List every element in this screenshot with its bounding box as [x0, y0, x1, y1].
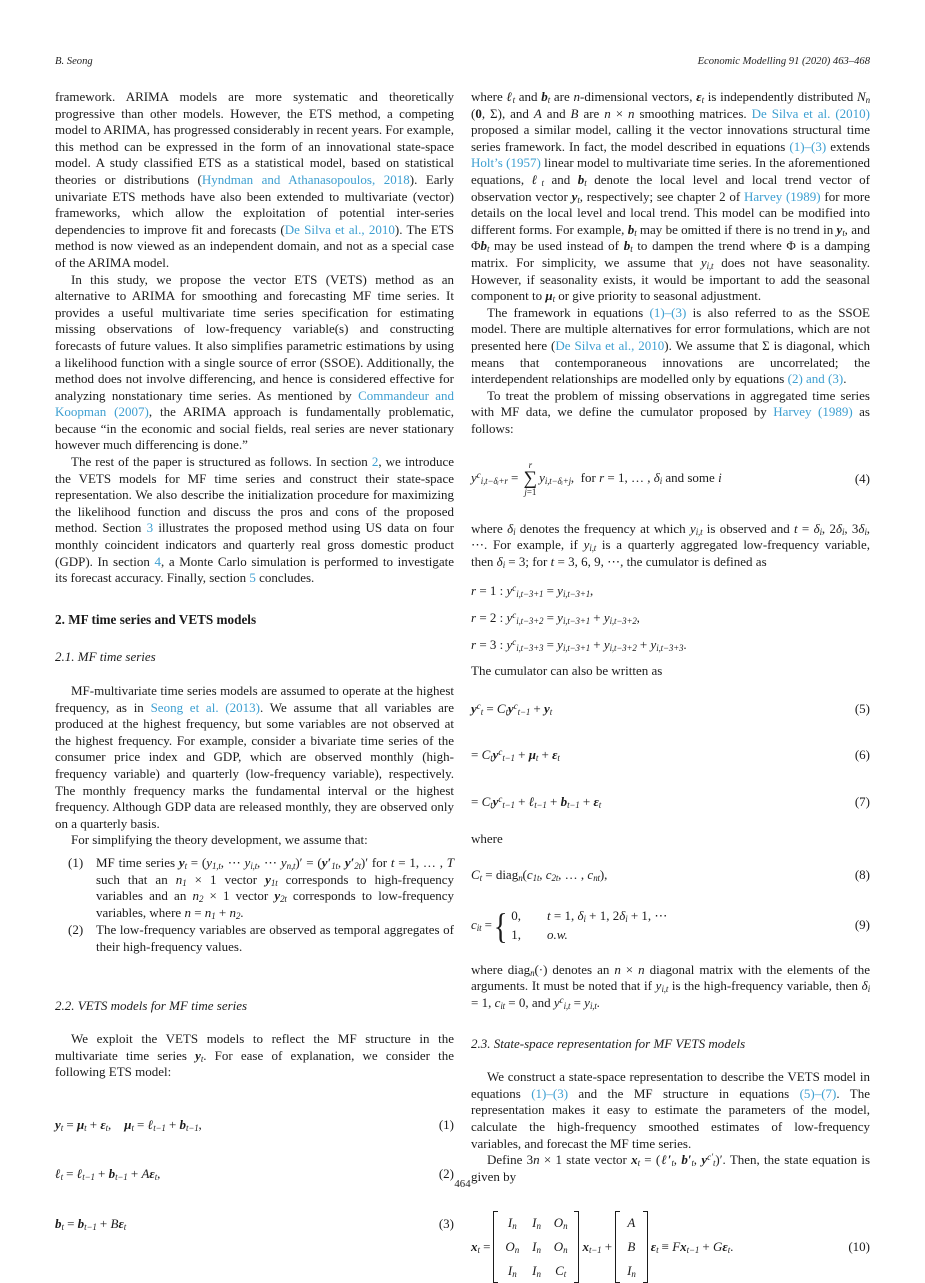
paragraph-delta-definition: where $\delta_i$ denotes the frequency at which $y_{i,t}$ is observed and $t = \delta_i$, $2\delta_i$, $3\delta_i$, ⋯. For example, if $y_{i,t}$ is a quarterly aggregated low-frequency variable, then $\delta_i = 3$; for t = 3, 6, 9, ⋯, the cumulator is defined as	[471, 520, 871, 570]
citation-link[interactable]: 5	[249, 570, 256, 586]
paragraph-where: where	[471, 830, 503, 846]
header-journal-citation: Economic Modelling 91 (2020) 463–468	[697, 56, 870, 67]
list-item-text: The low-frequency variables are observed as temporal aggregates of their high-frequency values.	[96, 922, 454, 954]
cases-expression	[471, 905, 668, 946]
list-item	[68, 922, 454, 955]
matrix-cell: $O_n$	[553, 1215, 568, 1232]
citation-link[interactable]: Harvey (1989)	[773, 404, 853, 420]
paragraph-state-space-intro: We construct a state-space representation to describe the VETS model in equations (1)–(3) and the MF structure in equations (5)–(7). The representation makes it easy to estimate the parameters of the model, calculate the high-frequency smoothed estimates of low-frequency variables, and forecast the MF time series.	[471, 1069, 870, 1151]
bracket-right	[643, 1211, 648, 1283]
cumulator-case-r3: r = 3 : $y^c_{i,t-3+3} = y_{i,t-3+1} + y_{i,t-3+2} + y_{i,t-3+3}$.	[471, 636, 687, 653]
cases-brace: {	[493, 905, 508, 946]
equation-9-lhs: $c_{it}$ =	[471, 917, 492, 934]
equation-4-rhs: $y_{i,t-\delta ᵢ+j}$, for r = 1, … , $\delta_i$ and some i	[539, 470, 722, 487]
equation-body: $y^c_t = C_ty^c_{t-1} + y_t$	[471, 700, 553, 717]
equation-number: (6)	[854, 747, 870, 763]
list-item-text: MF time series $y_t = (y_{1,t}$, ⋯ $y_{i,t}$, ⋯ $y_{n,t})' = (y'_{1t}$, $y'_{2t})'$ for t = 1, … , T such that an $n_1 \times 1$ vector $y_{1t}$ corresponds to high-frequency variables and an $n_2 \times 1$ vector $y_{2t}$ corresponds to low-frequency variables, where $n = n_1 + n_2$.	[96, 854, 455, 921]
left-column	[55, 89, 454, 1283]
section-2-2-heading: 2.2. VETS models for MF time series	[55, 997, 248, 1013]
page-number: 464	[454, 1178, 471, 1190]
equation-body	[471, 905, 847, 946]
header-author: B. Seong	[55, 56, 93, 67]
section-2-1-heading: 2.1. MF time series	[55, 649, 156, 665]
equation-9	[471, 905, 870, 946]
matrix-cell: $I_n$	[532, 1215, 541, 1232]
paragraph-paper-structure: The rest of the paper is structured as follows. In section 2, we introduce the VETS models for MF time series and construct their state-space representation. We also describe the initialization procedure for maximizing the likelihood function and discuss the pros and cons of the proposed method. Section 3 illustrates the proposed method using US data on four monthly coincident indicators and quarterly real gross domestic product (GDP). In section 4, a Monte Carlo simulation is performed to investigate its forecast accuracy. Finally, section 5 concludes.	[55, 454, 454, 586]
matrix-cell: A	[627, 1215, 636, 1231]
paragraph-cumulator-intro: To treat the problem of missing observations in aggregated time series with MF data, we define the cumulator proposed by Harvey (1989) as follows:	[471, 387, 870, 436]
paragraph-assumptions-intro: For simplifying the theory development, we assume that:	[71, 832, 368, 848]
section-2-heading: 2. MF time series and VETS models	[55, 611, 257, 627]
list-item	[68, 855, 454, 921]
matrix-cell: $I_n$	[507, 1215, 517, 1232]
assumption-list	[68, 855, 454, 956]
citation-link[interactable]: De Silva et al., 2010	[555, 337, 665, 353]
paragraph-study-proposal: In this study, we propose the vector ETS (VETS) method as an alternative to ARIMA for smoothing and forecasting MF time series. It provides a useful multivariate time series specification for estimating missing observations of low-frequency variable(s) and constructing forecasts of future values. It also simplifies parametric estimations by using a likelihood function with a single source of error (SSOE). Additionally, the method does not involve differencing, and hence is considered effective for analyzing nonstationary time series. As mentioned by Commandeur and Koopman (2007), the ARIMA approach is fundamentally problematic, because “in the economic and social fields, real series are never stationary however much differencing is done.”	[55, 271, 454, 453]
citation-link[interactable]: (5)–(7)	[799, 1085, 837, 1101]
citation-link[interactable]: (1)–(3)	[531, 1085, 569, 1101]
equation-body: = $C_ty^c_{t-1}$ + ℓ$_{t-1}$ + $b_{t-1} + \varepsilon_t$	[471, 793, 602, 811]
citation-link[interactable]: 3	[146, 520, 154, 536]
citation-link[interactable]: Hyndman and Athanasopoulos, 2018	[201, 171, 410, 187]
paragraph-vets-intro: We exploit the VETS models to reflect the MF structure in the multivariate time series $y_t$. For ease of explanation, we consider the following ETS model:	[55, 1031, 455, 1080]
equation-number: (3)	[438, 1216, 454, 1232]
matrix-grid	[620, 1211, 643, 1283]
list-item-label: (1)	[68, 854, 84, 870]
case-value: 1,	[511, 927, 522, 943]
equation-number: (1)	[438, 1116, 454, 1132]
equation-6	[471, 747, 870, 764]
equation-1	[55, 1117, 454, 1134]
equation-number: (9)	[854, 917, 870, 933]
matrix-cell: B	[627, 1239, 636, 1254]
equation-body	[471, 461, 847, 496]
case-value: 0,	[511, 907, 522, 923]
matrix-cell: $I_n$	[627, 1262, 636, 1279]
equation-body: $b_t = b_{t-1} + B\varepsilon_t$	[55, 1216, 127, 1233]
paragraph-cumulator-rewrite: The cumulator can also be written as	[471, 663, 663, 679]
equation-5	[471, 701, 870, 718]
citation-link[interactable]: De Silva et al. (2010)	[751, 105, 870, 121]
transition-matrix	[493, 1211, 579, 1283]
paragraph-state-vector-definition: Define 3n × 1 state vector $x_t$ = ($\ell'_t$, $b'_t$, $y^{c'}_t)'$. Then, the state equation is given by	[471, 1152, 871, 1184]
citation-link[interactable]: (1)–(3)	[649, 304, 687, 320]
equation-8	[471, 867, 870, 884]
page-header	[55, 56, 870, 68]
paragraph-ssoe-framework: The framework in equations (1)–(3) is also referred to as the SSOE model. There are multiple alternatives for error formulations, which are not presented here (De Silva et al., 2010). We assume that Σ is diagonal, which means that contemporaneous innovations are uncorrelated; the interdependent relationships are modelled only by equations (2) and (3).	[471, 304, 870, 387]
equation-number: (2)	[438, 1166, 454, 1182]
matrix-grid	[498, 1211, 574, 1283]
citation-link[interactable]: De Silva et al., 2010	[284, 221, 395, 237]
sigma-glyph: ∑	[523, 468, 538, 490]
equation-10-mid: $x_{t-1}$ +	[582, 1239, 613, 1256]
section-2-3-heading: 2.3. State-space representation for MF VETS models	[471, 1035, 746, 1051]
equation-body: $C_t$ = $diag_n(c_{1t}$, $c_{2t}$, … , $c_{nt}$),	[471, 867, 608, 884]
cumulator-case-r1: r = 1 : $y^c_{i,t-3+1} = y_{i,t-3+1}$,	[471, 583, 594, 600]
equation-number: (4)	[854, 470, 870, 486]
cumulator-case-r2: r = 2 : $y^c_{i,t-3+2} = y_{i,t-3+1} + y_{i,t-3+2}$,	[471, 609, 640, 627]
bracket-right	[574, 1211, 579, 1283]
paragraph-mf-time-series: MF-multivariate time series models are assumed to operate at the highest frequency, as in Seong et al. (2013). We assume that all variables are produced at the highest frequency, but some variables are not observed at the highest frequency. For example, consider a bivariate time series of the consumer price index and GDP, which are observed monthly (high-frequency variable) and quarterly (low-frequency variable), respectively. The monthly frequency marks the fundamental interval or the highest frequency. Although GDP data are released monthly, they are observed only on a quarterly basis.	[55, 683, 455, 831]
equation-body: = $C_ty^c_{t-1} + \mu_t + \varepsilon_t$	[471, 747, 560, 764]
case-condition: t = 1, $\delta_i + 1$, $2\delta_i + 1$, ⋯	[547, 907, 668, 924]
paragraph-model-description: where ℓ$_t$ and $b_t$ are n-dimensional vectors, $\varepsilon_t$ is independently distributed $N_n$ (0, Σ), and A and B are n × n smoothing matrices. De Silva et al. (2010) proposed a similar model, calling it the vector innovations structural time series framework. In fact, the model described in equations (1)–(3) extends Holt’s (1957) linear model to multivariate time series. In the aforementioned equations, ℓ$_t$ and $b_t$ denote the local level and local trend vector of observation vector $y_t$, respectively; see chapter 2 of Harvey (1989) for more details on the local level and local trend. This model can be modified into different forms. For example, $b_t$ may be omitted if there is no trend in $y_t$, and $\Phi b_t$ may be used instead of $b_t$ to dampen the trend where Φ is a damping matrix. For simplicity, we assume that $y_{i,t}$ does not have seasonality. However, if seasonality exists, it would be important to add the seasonal component to $\mu_t$ or give priority to seasonal adjustment.	[471, 89, 870, 305]
equation-4-lhs: $y^c_{i,t-\delta ᵢ+r}$ =	[471, 469, 522, 487]
equation-body: ℓ$_t$ = ℓ$_{t-1}$ + $b_{t-1} + A\varepsilon_t$,	[55, 1166, 161, 1183]
two-column-body	[55, 89, 870, 1283]
equation-number: (5)	[854, 700, 870, 716]
summation-symbol	[524, 461, 538, 496]
matrix-cell: $O_n$	[505, 1239, 520, 1256]
citation-link[interactable]: 4	[154, 553, 161, 569]
sum-lower-limit: j=1	[524, 486, 537, 497]
equation-4	[471, 461, 870, 496]
equation-number: (10)	[848, 1239, 870, 1254]
equation-number: (8)	[854, 867, 870, 883]
right-column	[471, 89, 870, 1283]
equation-number: (7)	[854, 793, 870, 809]
citation-link[interactable]: Seong et al. (2013)	[150, 699, 260, 715]
citation-link[interactable]: (2) and (3)	[787, 371, 844, 387]
equation-3	[55, 1216, 454, 1233]
equation-body: $y_t = \mu_t + \varepsilon_t$, $\mu_t$ = ℓ$_{t-1}$ + $b_{t-1}$,	[55, 1116, 202, 1134]
matrix-cell: $I_n$	[507, 1262, 517, 1279]
sum-upper-limit: r	[528, 460, 533, 471]
paragraph-intro-continuation: framework. ARIMA models are more systematic and theoretically progressive than other models. However, the ETS method, a competing model to ARIMA, has progressed considerably in recent years. For example, this method can be expressed in the form of an innovational state-space model. A study classified ETS as a statistical model, based on statistical theories or distributions (Hyndman and Athanasopoulos, 2018). Early univariate ETS methods have also been extended to multivariate (vector) frameworks, which allow the exploitation of potential inter-series dependencies to improve fit and forecasts (De Silva et al., 2010). The ETS method is now viewed as an independent domain, and not as a special case of the ARIMA model.	[55, 89, 455, 270]
matrix-cell: $I_n$	[532, 1262, 541, 1279]
citation-link[interactable]: (1)–(3)	[789, 138, 827, 154]
citation-link[interactable]: Harvey (1989)	[743, 188, 821, 204]
cases-grid	[511, 908, 667, 944]
equation-10	[471, 1211, 870, 1283]
matrix-cell: $O_n$	[553, 1239, 568, 1256]
paragraph-diag-note: where diag$_n$(·) denotes an n × n diagonal matrix with the elements of the arguments. It must be noted that if $y_{i,t}$ is the high-frequency variable, then $\delta_i = 1$, $c_{it} = 0$, and $y^c_{i,t} = y_{i,t}$.	[471, 961, 871, 1012]
equation-7	[471, 794, 870, 811]
equation-10-lhs: $x_t$ =	[471, 1239, 491, 1256]
case-condition: o.w.	[547, 927, 568, 943]
citation-link[interactable]: 2	[371, 454, 379, 470]
loading-vector	[615, 1211, 648, 1283]
citation-link[interactable]: Commandeur and Koopman (2007)	[55, 387, 454, 420]
matrix-cell: $C_t$	[555, 1262, 567, 1279]
equation-10-rhs: $\varepsilon_t \equiv Fx_{t-1} + G\varepsilon_t$.	[650, 1239, 734, 1256]
matrix-cell: $I_n$	[532, 1239, 541, 1256]
list-item-label: (2)	[68, 922, 84, 938]
citation-link[interactable]: Holt’s (1957)	[471, 155, 541, 171]
